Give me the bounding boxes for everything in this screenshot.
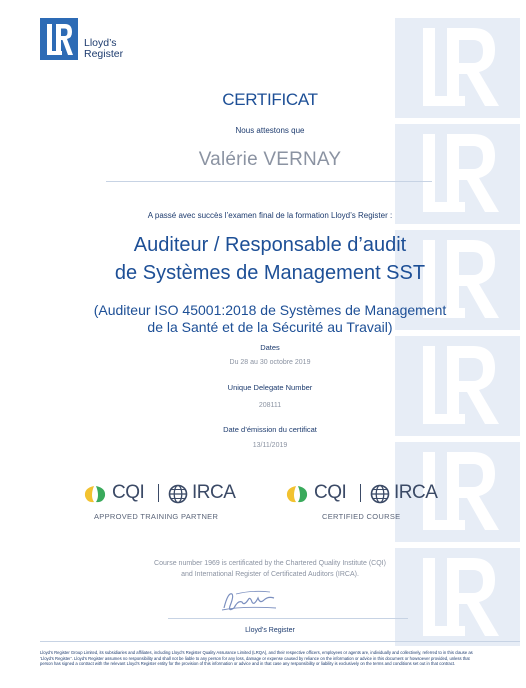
holder-name: Valérie VERNAY — [198, 149, 342, 170]
issue-date-label: Date d’émission du certificat — [223, 425, 317, 434]
delegate-number-label: Unique Delegate Number — [227, 383, 313, 392]
cqi-leaf-icon — [284, 484, 310, 504]
dates-label: Dates — [260, 343, 280, 352]
partner-caption: APPROVED TRAINING PARTNER — [94, 512, 219, 521]
course-title-line2: de Systèmes de Management SST — [114, 262, 426, 284]
course-subtitle-line1: (Auditeur ISO 45001:2018 de Systèmes de Management — [93, 302, 447, 318]
passed-text: A passé avec succès l’examen final de la formation Lloyd’s Register : — [147, 211, 393, 220]
cqi-text: CQI — [314, 482, 347, 503]
lr-watermark-tile — [395, 124, 520, 224]
dates-value: Du 28 au 30 octobre 2019 — [229, 359, 311, 366]
delegate-number-value: 208111 — [258, 402, 282, 409]
logo-separator — [360, 484, 361, 502]
brand-name — [84, 38, 123, 60]
brand-name-line1: Lloyd’s — [84, 37, 117, 49]
course-title-line1: Auditeur / Responsable d’audit — [133, 234, 407, 256]
globe-icon — [168, 484, 188, 504]
logo-separator — [158, 484, 159, 502]
footer-divider — [40, 641, 520, 642]
certified-course-logo — [284, 482, 464, 526]
name-divider — [106, 181, 432, 182]
globe-icon — [370, 484, 390, 504]
signer-name: Lloyd’s Register — [245, 627, 295, 634]
irca-text: IRCA — [394, 482, 438, 503]
cqi-leaf-icon — [82, 484, 108, 504]
legal-disclaimer: Lloyd’s Register Group Limited, its subsidiaries and affiliates, including Lloyd’s Register Quality Assurance Limited (LRQA), and their respective officers, employees or agents are, individually and collectively, referred to in this clause as ‘Lloyd’s Register’. Lloyd’s Register assumes no responsibility and shall not be liable to any person for any loss, damage or expense caused by reliance on the information or advice in this document or howsoever provided, unless that person has signed a contract with the relevant Lloyd’s Register entity for the provision of this information or advice and in that case any responsibility or liability is exclusively on the terms and conditions set out in that contract. — [40, 650, 473, 667]
partner-caption: CERTIFIED COURSE — [322, 512, 401, 521]
signature-line — [168, 618, 408, 619]
brand-name-line2: Register — [84, 48, 124, 60]
irca-text: IRCA — [192, 482, 236, 503]
cqi-note-line2: and International Register of Certificated Auditors (IRCA). — [181, 571, 359, 578]
cqi-text: CQI — [112, 482, 145, 503]
lloyds-register-logo-icon — [40, 18, 78, 60]
course-subtitle-line2: de la Santé et de la Sécurité au Travail) — [147, 319, 393, 335]
signature-icon — [218, 586, 282, 616]
certificate-title: CERTIFICAT — [222, 90, 318, 109]
issue-date-value: 13/11/2019 — [252, 442, 288, 449]
cqi-note-line1: Course number 1969 is certificated by the Chartered Quality Institute (CQI) — [154, 560, 386, 567]
approved-training-partner-logo — [82, 482, 262, 526]
attest-text: Nous attestons que — [235, 126, 305, 135]
